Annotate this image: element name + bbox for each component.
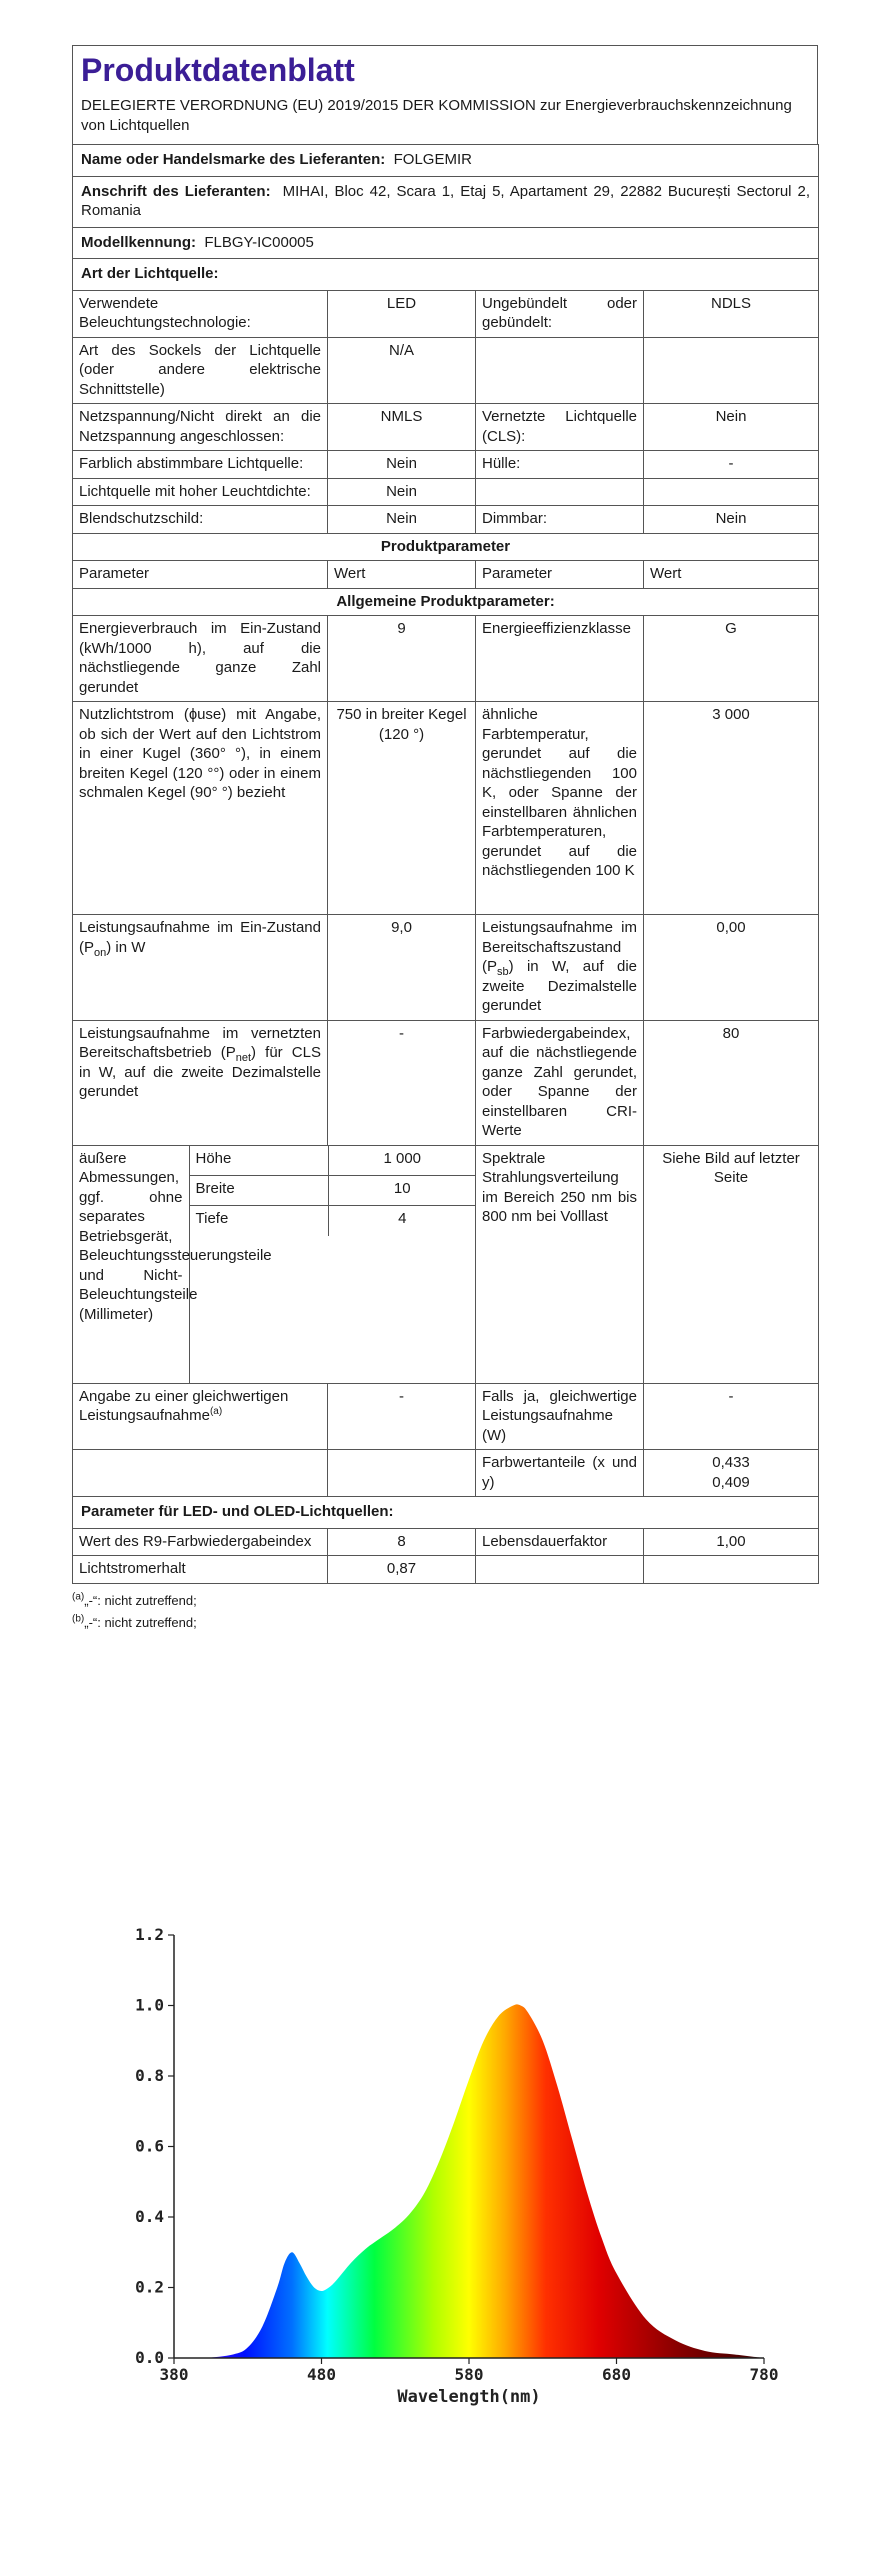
light-source-type-heading-row	[73, 259, 819, 291]
footnote-text: „-“: nicht zutreffend;	[84, 1614, 197, 1630]
cell-label: Hülle:	[476, 451, 644, 479]
x-axis-label: Wavelength(nm)	[397, 2387, 541, 2407]
table-row	[73, 1556, 819, 1584]
cell-value: 1,00	[644, 1528, 819, 1556]
footnote-mark: (b)	[72, 1613, 85, 1625]
footnotes	[72, 1590, 818, 1634]
x-tick-label: 680	[602, 2365, 631, 2384]
label-text: Leistungsaufnahme im Ein-Zustand (P	[79, 919, 321, 956]
cell-value: NDLS	[644, 290, 819, 337]
chromaticity-x: 0,433	[712, 1454, 750, 1471]
blank-cell	[73, 1450, 328, 1497]
dimensions-table	[73, 1146, 476, 1383]
cell-label	[476, 478, 644, 506]
cell-value: Nein	[328, 451, 476, 479]
table-row	[73, 451, 819, 479]
cell-value: Nein	[644, 506, 819, 534]
dimension-value: 1 000	[328, 1146, 476, 1176]
supplier-address-row	[73, 176, 819, 227]
table-row	[73, 1145, 819, 1383]
chromaticity-label: Farbwertanteile (x und y)	[476, 1450, 644, 1497]
cell-value: Nein	[328, 478, 476, 506]
supplier-name-label: Name oder Handelsmarke des Lieferanten:	[81, 151, 386, 168]
cell-label: Verwendete Beleuchtungstechnologie:	[73, 290, 328, 337]
column-header: Wert	[644, 561, 819, 589]
cell-value: 8	[328, 1528, 476, 1556]
cell-value	[644, 1556, 819, 1584]
product-data-sheet	[72, 45, 818, 1634]
dimension-name: Höhe	[189, 1146, 328, 1176]
cell-value: N/A	[328, 337, 476, 404]
cell-label: Energieverbrauch im Ein-Zustand (kWh/1000 h), auf die nächstliegende ganze Zahl gerundet	[73, 616, 328, 702]
spectral-distribution-chart	[110, 1905, 790, 2415]
column-header: Parameter	[73, 561, 328, 589]
equivalent-power-label: Falls ja, gleichwertige Leistungsaufnahme (W)	[476, 1383, 644, 1450]
blank-cell	[328, 1450, 476, 1497]
cell-label	[476, 337, 644, 404]
y-tick-label: 1.0	[135, 1995, 164, 2015]
cell-label: Energieeffizienzklasse	[476, 616, 644, 702]
power-net-value: -	[328, 1020, 476, 1145]
cell-value: 750 in breiter Kegel (120 °)	[328, 702, 476, 915]
cell-label: Dimmbar:	[476, 506, 644, 534]
power-on-value: 9,0	[328, 915, 476, 1021]
y-tick-label: 0.2	[135, 2277, 164, 2297]
general-params-heading: Allgemeine Produktparameter:	[73, 588, 819, 616]
cell-value: 0,87	[328, 1556, 476, 1584]
x-tick-label: 380	[159, 2365, 189, 2384]
table-row	[73, 404, 819, 451]
led-params-heading: Parameter für LED- und OLED-Lichtquellen:	[73, 1497, 819, 1529]
light-source-type-heading: Art der Lichtquelle:	[73, 259, 819, 291]
equivalent-label	[73, 1383, 328, 1450]
table-row	[73, 506, 819, 534]
general-params-heading-row	[73, 588, 819, 616]
supplier-name-value: FOLGEMIR	[393, 151, 472, 168]
cri-value: 80	[644, 1020, 819, 1145]
cell-label: Lichtquelle mit hoher Leuchtdichte:	[73, 478, 328, 506]
footnote	[72, 1612, 818, 1634]
x-tick-label: 580	[454, 2365, 484, 2384]
table-row	[73, 290, 819, 337]
cell-value: -	[644, 451, 819, 479]
page-title: Produktdatenblatt	[81, 52, 355, 88]
model-value: FLBGY-IC00005	[204, 233, 314, 251]
cell-label: Nutzlichtstrom (ɸuse) mit Angabe, ob sich der Wert auf den Lichtstrom in einer Kugel (360° °), in einem breiten Kegel (120 °°) oder in einem schmalen Kegel (90° °) bezieht	[73, 702, 328, 915]
power-standby-value: 0,00	[644, 915, 819, 1021]
y-tick-label: 1.2	[135, 1925, 164, 1944]
power-on-label	[73, 915, 328, 1021]
table-row	[73, 915, 819, 1021]
cell-label: ähnliche Farbtemperatur, gerundet auf die nächstliegenden 100 K, oder Spanne der einstellbaren ähnlichen Farbtemperaturen, gerundet auf die nächstliegenden 100 K	[476, 702, 644, 915]
y-tick-label: 0.4	[135, 2207, 164, 2226]
x-tick-label: 480	[307, 2365, 336, 2384]
column-header: Wert	[328, 561, 476, 589]
cell-value: LED	[328, 290, 476, 337]
footnote-text: „-“: nicht zutreffend;	[84, 1592, 197, 1608]
supplier-address-value: MIHAI, Bloc 42, Scara 1, Etaj 5, Apartament 29, 22882 București Sectorul 2, Romania	[81, 182, 811, 219]
supplier-address-label: Anschrift des Lieferanten:	[81, 182, 271, 200]
table-row	[73, 337, 819, 404]
label-subscript: sb	[497, 966, 509, 978]
dimension-name: Breite	[189, 1175, 328, 1205]
cell-value: G	[644, 616, 819, 702]
table-row	[73, 1020, 819, 1145]
label-text: ) in W, auf die zweite Dezimalstelle gerundet	[482, 958, 637, 1014]
equivalent-power-value: -	[644, 1383, 819, 1450]
cell-value: 3 000	[644, 702, 819, 915]
cell-label: Lebensdauerfaktor	[476, 1528, 644, 1556]
cell-value	[644, 478, 819, 506]
dimension-value: 10	[328, 1175, 476, 1205]
spectrum-area	[174, 2004, 764, 2358]
label-text: Angabe zu einer gleichwertigen Leistungsaufnahme	[79, 1387, 289, 1424]
spectral-value: Siehe Bild auf letzter Seite	[644, 1145, 819, 1383]
cell-label: Wert des R9-Farbwiedergabeindex	[73, 1528, 328, 1556]
table-row	[73, 702, 819, 915]
data-table	[72, 144, 819, 1584]
label-text: Leistungsaufnahme im Bereitschaftszustand (P	[482, 919, 637, 975]
model-row	[73, 227, 819, 259]
product-params-heading: Produktparameter	[73, 533, 819, 561]
equivalent-value: -	[328, 1383, 476, 1450]
label-superscript: (a)	[209, 1406, 223, 1417]
label-text: ) in W	[106, 938, 146, 956]
footnote-mark: (a)	[72, 1591, 85, 1603]
cell-label: Ungebündelt oder gebündelt:	[476, 290, 644, 337]
power-standby-label	[476, 915, 644, 1021]
label-subscript: net	[235, 1052, 252, 1064]
table-row	[73, 1450, 819, 1497]
led-params-heading-row	[73, 1497, 819, 1529]
spectral-label: Spektrale Strahlungsverteilung im Bereich 250 nm bis 800 nm bei Volllast	[476, 1145, 644, 1383]
y-tick-label: 0.6	[135, 2136, 164, 2156]
chromaticity-y: 0,409	[712, 1473, 750, 1491]
x-tick-label: 780	[749, 2365, 779, 2384]
table-row	[73, 1383, 819, 1450]
table-row	[73, 616, 819, 702]
cell-value: NMLS	[328, 404, 476, 451]
label-text: Leistungsaufnahme im vernetzten Bereitschaftsbetrieb (P	[79, 1024, 321, 1061]
cell-label: Vernetzte Lichtquelle (CLS):	[476, 404, 644, 451]
cell-label	[476, 1556, 644, 1584]
table-row	[73, 1528, 819, 1556]
chromaticity-value	[644, 1450, 819, 1497]
dimensions-cell	[73, 1145, 476, 1383]
label-subscript: on	[94, 946, 107, 959]
cell-value: Nein	[328, 506, 476, 534]
dimensions-label: äußere Abmessungen, ggf. ohne separates Betriebsgerät, Beleuchtungssteuerungsteile und Nicht-Beleuchtungsteile (Millimeter)	[73, 1146, 189, 1383]
dimension-value: 4	[328, 1206, 476, 1236]
cell-label: Netzspannung/Nicht direkt an die Netzspannung angeschlossen:	[73, 404, 328, 451]
cell-label: Lichtstromerhalt	[73, 1556, 328, 1584]
cell-value	[644, 337, 819, 404]
table-row	[73, 478, 819, 506]
supplier-name-row	[73, 145, 819, 177]
y-tick-label: 0.8	[135, 2066, 164, 2085]
dimension-name: Tiefe	[189, 1206, 328, 1236]
sheet-header	[72, 45, 818, 144]
y-tick-label: 0.0	[135, 2348, 164, 2367]
cri-label: Farbwiedergabeindex, auf die nächstliegende ganze Zahl gerundet, oder Spanne der einstellbaren CRI-Werte	[476, 1020, 644, 1145]
column-header-row	[73, 561, 819, 589]
footnote	[72, 1590, 818, 1612]
column-header: Parameter	[476, 561, 644, 589]
product-params-heading-row	[73, 533, 819, 561]
model-label: Modellkennung:	[81, 233, 196, 251]
power-net-label	[73, 1020, 328, 1145]
cell-label: Blendschutzschild:	[73, 506, 328, 534]
label-text: ) für CLS in W, auf die zweite Dezimalstelle gerundet	[79, 1044, 321, 1100]
cell-value: 9	[328, 616, 476, 702]
cell-value: Nein	[644, 404, 819, 451]
cell-label: Farblich abstimmbare Lichtquelle:	[73, 451, 328, 479]
cell-label: Art des Sockels der Lichtquelle (oder andere elektrische Schnittstelle)	[73, 337, 328, 404]
regulation-subtitle: DELEGIERTE VERORDNUNG (EU) 2019/2015 DER KOMMISSION zur Energieverbrauchskennzeichnung von Lichtquellen	[81, 97, 792, 134]
